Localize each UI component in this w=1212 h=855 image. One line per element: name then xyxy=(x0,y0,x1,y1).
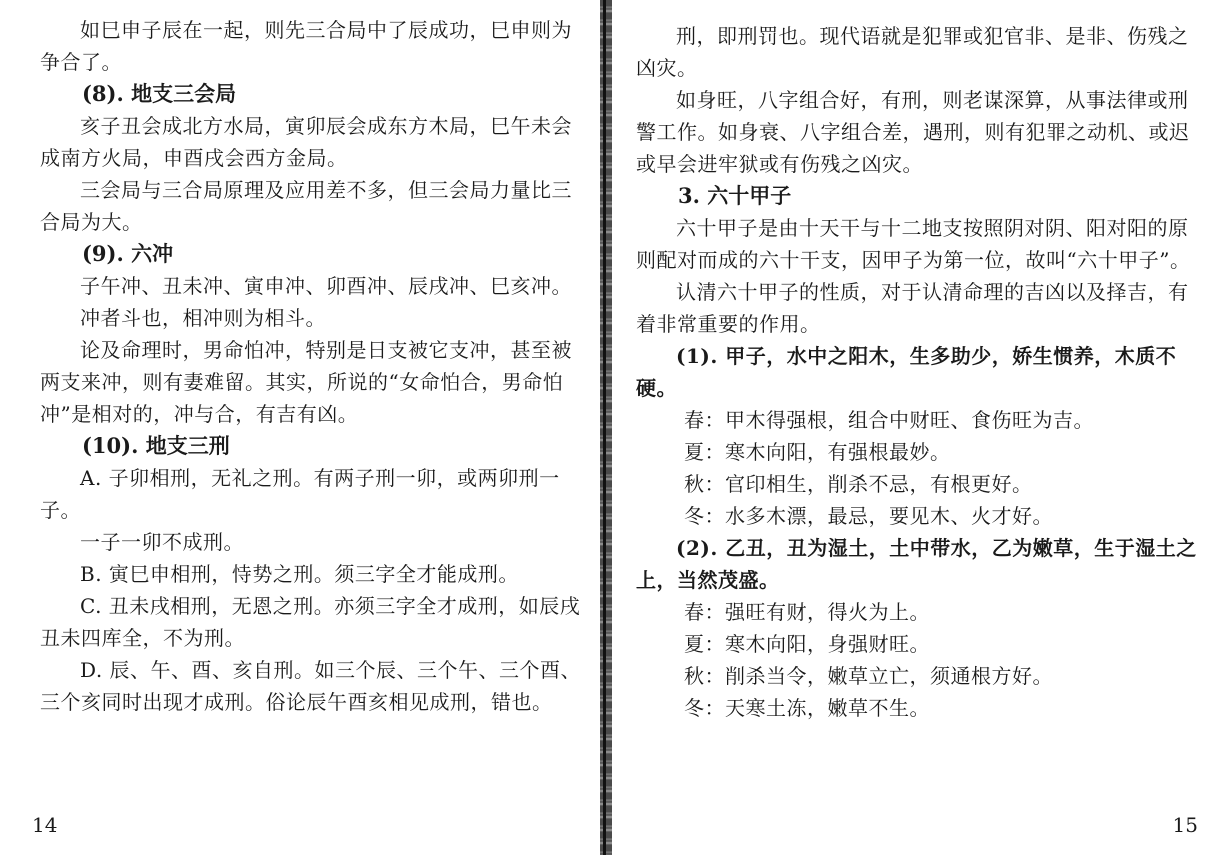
list-item: D. 辰、午、酉、亥自刑。如三个辰、三个午、三个酉、三个亥同时出现才成刑。俗论辰午酉亥相见成刑，错也。 xyxy=(40,658,582,714)
paragraph: 六十甲子是由十天干与十二地支按照阴对阴、阳对阳的原则配对而成的六十干支，因甲子为第一位，故叫“六十甲子”。 xyxy=(636,216,1191,272)
season-line: 冬：天寒土冻，嫩草不生。 xyxy=(684,696,930,720)
season-line: 夏：寒木向阳，有强根最妙。 xyxy=(684,440,951,464)
paragraph: 三会局与三合局原理及应用差不多，但三会局力量比三合局为大。 xyxy=(40,178,572,234)
book-spine-gutter xyxy=(603,0,606,855)
season-line: 秋：官印相生，削杀不忌，有根更好。 xyxy=(684,472,1033,496)
list-item: A. 子卯相刑，无礼之刑。有两子刑一卯，或两卯刑一子。 xyxy=(40,466,560,522)
section-heading: (10). 地支三刑 xyxy=(82,433,230,458)
paragraph: 如巳申子辰在一起，则先三合局中了辰成功，巳申则为争合了。 xyxy=(40,18,572,74)
season-line: 春：强旺有财，得火为上。 xyxy=(684,600,930,624)
left-page xyxy=(0,0,600,855)
right-page xyxy=(612,0,1212,855)
paragraph: 认清六十甲子的性质，对于认清命理的吉凶以及择吉，有着非常重要的作用。 xyxy=(636,280,1189,336)
season-line: 春：甲木得强根，组合中财旺、食伤旺为吉。 xyxy=(684,408,1094,432)
season-line: 秋：削杀当令，嫩草立亡，须通根方好。 xyxy=(684,664,1053,688)
page-number: 14 xyxy=(32,813,58,837)
item-heading: (1). 甲子，水中之阳木，生多助少，娇生惯养，木质不硬。 xyxy=(636,344,1177,400)
left-page-text xyxy=(40,14,588,718)
paragraph: 刑，即刑罚也。现代语就是犯罪或犯官非、是非、伤残之凶灾。 xyxy=(636,24,1189,80)
paragraph: 一子一卯不成刑。 xyxy=(80,530,244,554)
section-heading: 3. 六十甲子 xyxy=(678,183,792,208)
paragraph: 亥子丑会成北方水局，寅卯辰会成东方木局，巳午未会成南方火局，申酉戌会西方金局。 xyxy=(40,114,572,170)
item-heading: (2). 乙丑，丑为湿土，土中带水，乙为嫩草，生于湿土之上，当然茂盛。 xyxy=(636,536,1197,592)
book-spine xyxy=(600,0,612,855)
list-item: C. 丑未戌相刑，无恩之刑。亦须三字全才成刑，如辰戌丑未四库全，不为刑。 xyxy=(40,594,581,650)
paragraph: 论及命理时，男命怕冲，特别是日支被它支冲，甚至被两支来冲，则有妻难留。其实，所说的“女命怕合，男命怕冲”是相对的，冲与合，有吉有凶。 xyxy=(40,338,572,426)
paragraph: 子午冲、丑未冲、寅申冲、卯酉冲、辰戌冲、巳亥冲。 xyxy=(80,274,572,298)
season-line: 冬：水多木漂，最忌，要见木、火才好。 xyxy=(684,504,1053,528)
section-heading: (8). 地支三会局 xyxy=(82,81,237,106)
list-item: B. 寅巳申相刑，恃势之刑。须三字全才能成刑。 xyxy=(80,562,519,586)
paragraph: 冲者斗也，相冲则为相斗。 xyxy=(80,306,326,330)
right-page-text xyxy=(636,20,1202,724)
page-number: 15 xyxy=(1172,813,1198,837)
season-line: 夏：寒木向阳，身强财旺。 xyxy=(684,632,930,656)
section-heading: (9). 六冲 xyxy=(82,241,174,266)
paragraph: 如身旺，八字组合好，有刑，则老谋深算，从事法律或刑警工作。如身衰、八字组合差，遇刑，则有犯罪之动机、或迟或早会进牢狱或有伤残之凶灾。 xyxy=(636,88,1190,176)
